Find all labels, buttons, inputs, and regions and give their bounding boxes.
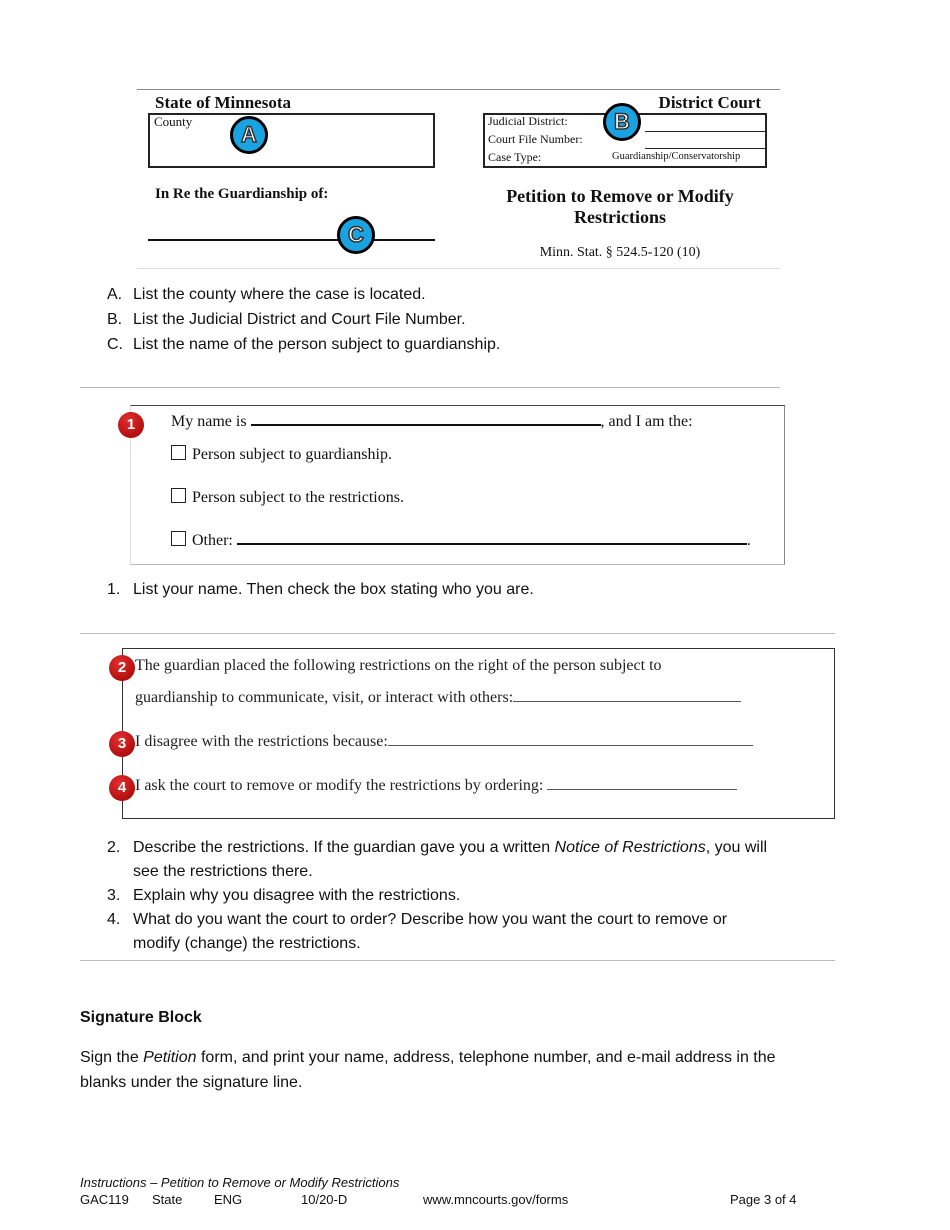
ward-name-line [148,239,435,241]
instruction-text: List the county where the case is located. [133,286,426,303]
file-number-line [645,148,766,149]
form-title-line-2: Restrictions [574,207,666,227]
footer-version: 10/20-D [301,1192,348,1207]
badge-3-icon: 3 [109,731,135,757]
district-line [645,131,766,132]
name-blank[interactable] [251,424,601,426]
badge-c-icon: C [337,216,375,254]
county-label: County [154,114,193,129]
badge-b-icon: B [603,103,641,141]
list-marker: 4. [107,911,121,928]
instruction-1 [107,581,534,599]
option-other[interactable]: Other: . [171,531,781,550]
divider [80,960,835,961]
instruction-text: List the Judicial District and Court File Number. [133,311,466,328]
disagree-line [135,733,753,751]
list-marker: A. [107,286,123,303]
disagree-blank[interactable] [388,745,753,746]
in-re-label: In Re the Guardianship of: [155,186,329,202]
badge-a-icon: A [230,116,268,154]
case-type-label: Case Type: [488,150,542,164]
order-text: I ask the court to remove or modify the restrictions by ordering: [135,777,544,794]
court-label: District Court [658,93,761,112]
badge-4-icon: 4 [109,775,135,801]
instruction-text: List the name of the person subject to guardianship. [133,336,501,353]
list-marker: B. [107,311,123,328]
judicial-district-label: Judicial District: [488,114,568,128]
option-label: Person subject to guardianship. [192,446,392,463]
order-blank[interactable] [547,789,737,790]
restrictions-blank[interactable] [513,701,741,702]
instruction-text: What do you want the court to order? Describe how you want the court to remove or [133,911,728,928]
footer-title: Instructions – Petition to Remove or Modify Restrictions [80,1175,400,1190]
option-restrictions[interactable] [171,488,404,507]
signature-instructions [80,1045,850,1095]
option-label: Person subject to the restrictions. [192,489,404,506]
footer-language: ENG [214,1192,243,1207]
restrictions-text: guardianship to communicate, visit, or interact with others: [135,689,514,706]
option-label: Other: [192,532,233,549]
instruction-2 [107,836,767,884]
list-marker: 3. [107,887,121,904]
signature-text: Sign the [80,1049,144,1066]
instruction-text: see the restrictions there. [133,863,313,880]
footer-url[interactable]: www.mncourts.gov/forms [423,1192,569,1207]
instruction-text: Explain why you disagree with the restrictions. [133,887,461,904]
instruction-b [107,311,466,329]
instruction-text: Describe the restrictions. If the guardian gave you a written [133,839,555,856]
instruction-a [107,286,426,304]
checkbox[interactable] [171,531,186,546]
checkbox[interactable] [171,445,186,460]
list-marker: C. [107,336,123,353]
order-line [135,777,737,795]
divider [80,387,780,388]
badge-2-icon: 2 [109,655,135,681]
signature-heading: Signature Block [80,1009,202,1026]
form-title [470,186,770,228]
checkbox[interactable] [171,488,186,503]
instruction-c [107,336,500,354]
disagree-text: I disagree with the restrictions because: [135,733,388,750]
notice-title: Notice of Restrictions [554,839,706,856]
state-label: State of Minnesota [155,93,291,112]
court-file-number-label: Court File Number: [488,132,583,146]
option-guardianship[interactable] [171,445,392,464]
list-marker: 1. [107,581,121,598]
case-type-value: Guardianship/Conservatorship [612,151,741,162]
instruction-text: List your name. Then check the box stating who you are. [133,581,534,598]
form-title-line-1: Petition to Remove or Modify [506,186,734,206]
other-blank[interactable] [237,543,747,545]
instruction-text: , you will [705,839,768,856]
badge-1-icon: 1 [118,412,144,438]
instruction-4 [107,908,727,956]
signature-text: blanks under the signature line. [80,1074,303,1091]
statute: Minn. Stat. § 524.5-120 (10) [539,245,701,260]
restrictions-line-1: The guardian placed the following restrictions on the right of the person subject to [135,657,662,674]
i-am-label: , and I am the: [600,413,693,430]
list-marker: 2. [107,839,121,856]
footer-code: GAC119 [80,1192,129,1207]
divider [80,633,835,634]
instruction-3 [107,884,460,908]
instruction-text: modify (change) the restrictions. [133,935,361,952]
restrictions-line-2 [135,689,741,707]
name-line [171,413,771,431]
petition-title: Petition [143,1049,197,1066]
footer-state: State [152,1192,183,1207]
my-name-label: My name is [171,413,247,430]
footer-page: Page 3 of 4 [730,1192,797,1207]
signature-text: form, and print your name, address, telephone number, and e-mail address in the [196,1049,776,1066]
